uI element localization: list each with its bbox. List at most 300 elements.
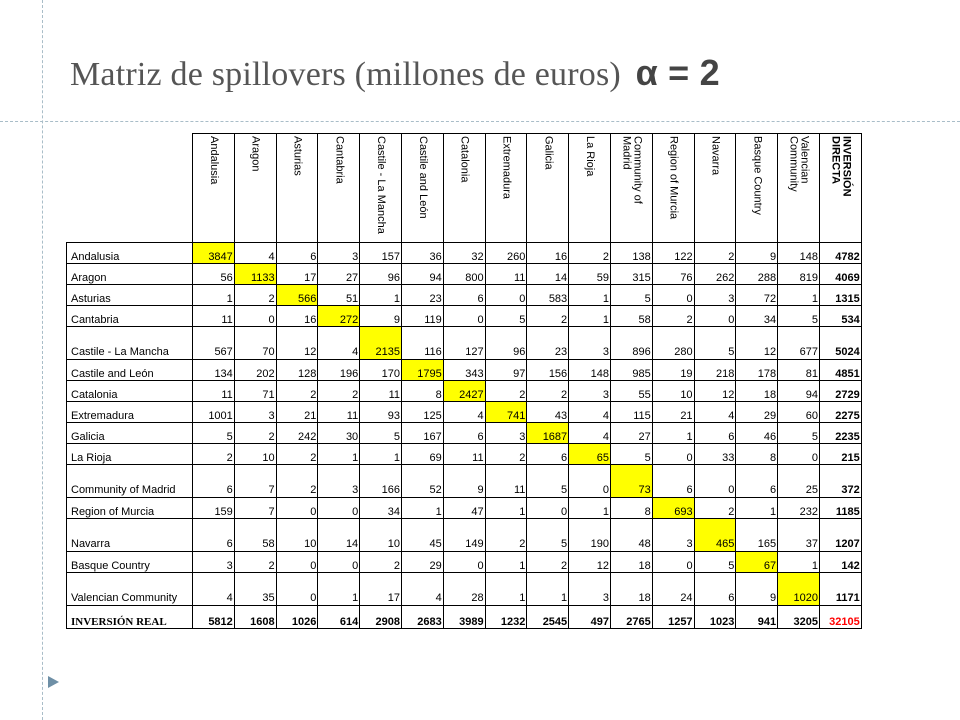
table-cell: 3	[652, 519, 694, 552]
column-header-label: Andalusia	[207, 136, 220, 185]
table-cell: 70	[234, 327, 276, 360]
table-cell: 97	[485, 360, 527, 381]
table-cell: 35	[234, 573, 276, 606]
table-cell: 262	[694, 264, 736, 285]
column-header-label: Community of Madrid	[620, 136, 644, 204]
table-cell: 36	[401, 243, 443, 264]
table-cell: 4	[401, 573, 443, 606]
table-cell: 985	[610, 360, 652, 381]
table-cell: 159	[193, 498, 235, 519]
diagonal-cell: 65	[569, 444, 611, 465]
row-label: Galicia	[67, 423, 193, 444]
column-header-row	[67, 134, 862, 243]
diagonal-cell: 3847	[193, 243, 235, 264]
row-label: Asturias	[67, 285, 193, 306]
table-cell: 896	[610, 327, 652, 360]
row-total-cell: 372	[819, 465, 861, 498]
table-cell: 18	[736, 381, 778, 402]
table-cell: 0	[652, 552, 694, 573]
diagonal-cell: 1020	[778, 573, 820, 606]
table-cell: 27	[318, 264, 360, 285]
table-row	[67, 327, 862, 360]
table-cell: 28	[443, 573, 485, 606]
table-cell: 11	[193, 381, 235, 402]
table-cell: 3	[569, 327, 611, 360]
table-cell: 69	[401, 444, 443, 465]
alpha-label: α = 2	[635, 52, 720, 93]
table-cell: 2	[652, 306, 694, 327]
table-cell: 1	[569, 498, 611, 519]
table-cell: 58	[234, 519, 276, 552]
table-cell: 7	[234, 498, 276, 519]
column-header-label: Galicia	[542, 136, 555, 170]
table-cell: 18	[610, 573, 652, 606]
row-total-cell: 1171	[819, 573, 861, 606]
summary-cell: 614	[318, 606, 360, 629]
column-header-label: Region of Murcia	[667, 136, 680, 220]
table-cell: 1	[778, 285, 820, 306]
summary-cell: 3989	[443, 606, 485, 629]
table-cell: 9	[360, 306, 402, 327]
table-cell: 0	[652, 444, 694, 465]
table-cell: 56	[193, 264, 235, 285]
column-header	[443, 134, 485, 243]
table-cell: 2	[234, 552, 276, 573]
table-row	[67, 264, 862, 285]
table-row	[67, 498, 862, 519]
row-total-cell: 2235	[819, 423, 861, 444]
diagonal-cell: 2135	[360, 327, 402, 360]
table-cell: 2	[527, 381, 569, 402]
table-cell: 17	[360, 573, 402, 606]
table-cell: 4	[443, 402, 485, 423]
column-header	[193, 134, 235, 243]
table-cell: 1	[360, 285, 402, 306]
summary-cell: 2683	[401, 606, 443, 629]
column-header-label: La Rioja	[584, 136, 597, 177]
table-cell: 21	[652, 402, 694, 423]
column-header	[652, 134, 694, 243]
table-cell: 0	[276, 573, 318, 606]
table-cell: 1	[401, 498, 443, 519]
row-total-cell: 5024	[819, 327, 861, 360]
column-header-label: Extremadura	[500, 136, 513, 199]
table-cell: 11	[443, 444, 485, 465]
table-cell: 115	[610, 402, 652, 423]
diagonal-cell: 1795	[401, 360, 443, 381]
table-cell: 0	[276, 498, 318, 519]
table-cell: 59	[569, 264, 611, 285]
row-label: La Rioja	[67, 444, 193, 465]
table-row	[67, 444, 862, 465]
row-label: Basque Country	[67, 552, 193, 573]
table-cell: 165	[736, 519, 778, 552]
table-cell: 6	[736, 465, 778, 498]
table-cell: 3	[569, 573, 611, 606]
column-header	[527, 134, 569, 243]
table-row	[67, 465, 862, 498]
table-cell: 1	[360, 444, 402, 465]
table-cell: 48	[610, 519, 652, 552]
table-cell: 25	[778, 465, 820, 498]
table-cell: 5	[778, 423, 820, 444]
table-cell: 138	[610, 243, 652, 264]
table-cell: 23	[401, 285, 443, 306]
summary-cell: 1608	[234, 606, 276, 629]
table-cell: 0	[694, 465, 736, 498]
row-label: Andalusia	[67, 243, 193, 264]
table-cell: 9	[736, 573, 778, 606]
table-cell: 37	[778, 519, 820, 552]
table-cell: 5	[694, 552, 736, 573]
column-header	[778, 134, 820, 243]
table-cell: 167	[401, 423, 443, 444]
table-cell: 4	[569, 402, 611, 423]
table-cell: 11	[360, 381, 402, 402]
table-cell: 1	[569, 285, 611, 306]
table-cell: 24	[652, 573, 694, 606]
table-cell: 119	[401, 306, 443, 327]
table-cell: 96	[485, 327, 527, 360]
table-cell: 2	[485, 381, 527, 402]
diagonal-cell: 73	[610, 465, 652, 498]
table-cell: 4	[318, 327, 360, 360]
diagonal-cell: 2427	[443, 381, 485, 402]
table-cell: 16	[527, 243, 569, 264]
column-header	[610, 134, 652, 243]
table-row	[67, 306, 862, 327]
horizontal-guide-line	[0, 121, 960, 122]
table-cell: 1	[485, 498, 527, 519]
row-total-cell: 4851	[819, 360, 861, 381]
table-cell: 5	[610, 444, 652, 465]
table-row	[67, 519, 862, 552]
table-cell: 12	[569, 552, 611, 573]
table-cell: 260	[485, 243, 527, 264]
table-cell: 5	[485, 306, 527, 327]
table-cell: 96	[360, 264, 402, 285]
table-cell: 2	[694, 498, 736, 519]
table-cell: 5	[193, 423, 235, 444]
column-header	[694, 134, 736, 243]
table-cell: 58	[610, 306, 652, 327]
table-cell: 29	[736, 402, 778, 423]
table-cell: 148	[778, 243, 820, 264]
table-cell: 1	[485, 573, 527, 606]
column-header-total-label: INVERSIÓN DIRECTA	[829, 136, 853, 197]
table-cell: 19	[652, 360, 694, 381]
summary-cell: 497	[569, 606, 611, 629]
table-cell: 12	[694, 381, 736, 402]
table-cell: 60	[778, 402, 820, 423]
summary-row	[67, 606, 862, 629]
table-cell: 2	[485, 519, 527, 552]
column-header	[736, 134, 778, 243]
table-cell: 0	[652, 285, 694, 306]
column-header	[569, 134, 611, 243]
table-cell: 157	[360, 243, 402, 264]
row-total-cell: 534	[819, 306, 861, 327]
row-label: Catalonia	[67, 381, 193, 402]
table-cell: 55	[610, 381, 652, 402]
summary-cell: 941	[736, 606, 778, 629]
column-header-label: Navarra	[709, 136, 722, 176]
table-row	[67, 285, 862, 306]
table-cell: 2	[234, 285, 276, 306]
table-cell: 5	[527, 465, 569, 498]
row-total-cell: 4069	[819, 264, 861, 285]
table-cell: 583	[527, 285, 569, 306]
table-cell: 3	[485, 423, 527, 444]
table-cell: 6	[527, 444, 569, 465]
table-cell: 0	[694, 306, 736, 327]
row-label: Community of Madrid	[67, 465, 193, 498]
row-label: Region of Murcia	[67, 498, 193, 519]
table-cell: 29	[401, 552, 443, 573]
table-cell: 190	[569, 519, 611, 552]
row-label: Cantabria	[67, 306, 193, 327]
table-cell: 21	[276, 402, 318, 423]
table-row	[67, 573, 862, 606]
table-cell: 6	[276, 243, 318, 264]
table-cell: 7	[234, 465, 276, 498]
table-row	[67, 423, 862, 444]
table-cell: 1	[318, 573, 360, 606]
table-cell: 148	[569, 360, 611, 381]
table-cell: 14	[527, 264, 569, 285]
table-cell: 8	[610, 498, 652, 519]
table-cell: 1	[318, 444, 360, 465]
table-cell: 315	[610, 264, 652, 285]
row-total-cell: 2729	[819, 381, 861, 402]
table-cell: 0	[443, 552, 485, 573]
table-cell: 32	[443, 243, 485, 264]
table-cell: 218	[694, 360, 736, 381]
table-cell: 567	[193, 327, 235, 360]
table-cell: 677	[778, 327, 820, 360]
table-cell: 1	[778, 552, 820, 573]
table-cell: 6	[193, 465, 235, 498]
table-cell: 122	[652, 243, 694, 264]
column-header	[401, 134, 443, 243]
table-cell: 45	[401, 519, 443, 552]
spillover-matrix-table	[66, 133, 862, 629]
row-total-cell: 1207	[819, 519, 861, 552]
row-total-cell: 215	[819, 444, 861, 465]
summary-cell: 2545	[527, 606, 569, 629]
table-cell: 4	[694, 402, 736, 423]
bullet-arrow-icon	[48, 676, 59, 688]
row-label: Navarra	[67, 519, 193, 552]
table-row	[67, 360, 862, 381]
summary-cell: 3205	[778, 606, 820, 629]
column-header-label: Basque Country	[751, 136, 764, 215]
table-cell: 94	[401, 264, 443, 285]
table-cell: 128	[276, 360, 318, 381]
table-cell: 18	[610, 552, 652, 573]
table-cell: 343	[443, 360, 485, 381]
slide-title	[70, 52, 720, 94]
column-header	[234, 134, 276, 243]
table-cell: 27	[610, 423, 652, 444]
table-cell: 3	[569, 381, 611, 402]
table-cell: 0	[485, 285, 527, 306]
table-cell: 23	[527, 327, 569, 360]
table-cell: 2	[694, 243, 736, 264]
table-cell: 5	[610, 285, 652, 306]
table-cell: 5	[527, 519, 569, 552]
diagonal-cell: 67	[736, 552, 778, 573]
diagonal-cell: 741	[485, 402, 527, 423]
table-cell: 134	[193, 360, 235, 381]
table-cell: 3	[318, 243, 360, 264]
table-cell: 10	[276, 519, 318, 552]
table-cell: 2	[193, 444, 235, 465]
table-cell: 72	[736, 285, 778, 306]
table-row	[67, 402, 862, 423]
table-cell: 12	[736, 327, 778, 360]
column-header	[318, 134, 360, 243]
diagonal-cell: 1133	[234, 264, 276, 285]
header-corner	[67, 134, 193, 243]
vertical-guide-line	[42, 0, 43, 720]
table-cell: 11	[318, 402, 360, 423]
table-cell: 2	[276, 465, 318, 498]
table-cell: 156	[527, 360, 569, 381]
column-header	[485, 134, 527, 243]
table-cell: 94	[778, 381, 820, 402]
column-header-label: Castile - La Mancha	[375, 136, 388, 234]
table-cell: 1001	[193, 402, 235, 423]
table-cell: 0	[234, 306, 276, 327]
table-cell: 3	[694, 285, 736, 306]
table-cell: 0	[276, 552, 318, 573]
table-cell: 47	[443, 498, 485, 519]
diagonal-cell: 272	[318, 306, 360, 327]
table-cell: 9	[736, 243, 778, 264]
table-cell: 43	[527, 402, 569, 423]
table-row	[67, 552, 862, 573]
slide-title-text: Matriz de spillovers (millones de euros)	[70, 56, 621, 93]
table-cell: 0	[318, 498, 360, 519]
table-cell: 12	[276, 327, 318, 360]
table-cell: 0	[318, 552, 360, 573]
table-cell: 1	[527, 573, 569, 606]
table-cell: 11	[193, 306, 235, 327]
table-cell: 14	[318, 519, 360, 552]
column-header	[360, 134, 402, 243]
table-cell: 0	[569, 465, 611, 498]
table-cell: 280	[652, 327, 694, 360]
table-cell: 11	[485, 264, 527, 285]
table-row	[67, 381, 862, 402]
row-total-cell: 1185	[819, 498, 861, 519]
table-cell: 3	[193, 552, 235, 573]
table-cell: 0	[778, 444, 820, 465]
table-cell: 166	[360, 465, 402, 498]
summary-label: INVERSIÓN REAL	[67, 606, 193, 629]
row-total-cell: 142	[819, 552, 861, 573]
table-cell: 34	[736, 306, 778, 327]
summary-cell: 5812	[193, 606, 235, 629]
table-cell: 81	[778, 360, 820, 381]
summary-cell: 2765	[610, 606, 652, 629]
table-cell: 1	[193, 285, 235, 306]
row-label: Extremadura	[67, 402, 193, 423]
row-label: Valencian Community	[67, 573, 193, 606]
table-cell: 4	[234, 243, 276, 264]
table-cell: 10	[652, 381, 694, 402]
table-cell: 6	[193, 519, 235, 552]
table-cell: 2	[318, 381, 360, 402]
diagonal-cell: 693	[652, 498, 694, 519]
table-cell: 196	[318, 360, 360, 381]
table-cell: 93	[360, 402, 402, 423]
table-cell: 9	[443, 465, 485, 498]
table-cell: 2	[485, 444, 527, 465]
table-cell: 819	[778, 264, 820, 285]
table-cell: 149	[443, 519, 485, 552]
table-row	[67, 243, 862, 264]
row-label: Castile - La Mancha	[67, 327, 193, 360]
table-cell: 0	[527, 498, 569, 519]
table-cell: 288	[736, 264, 778, 285]
table-cell: 2	[527, 306, 569, 327]
table-cell: 17	[276, 264, 318, 285]
column-header-label: Valencian Community	[787, 136, 811, 192]
column-header-label: Castile and León	[416, 136, 429, 219]
table-cell: 800	[443, 264, 485, 285]
table-cell: 1	[485, 552, 527, 573]
table-cell: 10	[234, 444, 276, 465]
diagonal-cell: 1687	[527, 423, 569, 444]
table-cell: 170	[360, 360, 402, 381]
table-cell: 232	[778, 498, 820, 519]
table-cell: 52	[401, 465, 443, 498]
table-cell: 10	[360, 519, 402, 552]
table-cell: 1	[569, 306, 611, 327]
grand-total-cell: 32105	[819, 606, 861, 629]
summary-cell: 1023	[694, 606, 736, 629]
column-header	[276, 134, 318, 243]
table-cell: 16	[276, 306, 318, 327]
table-cell: 6	[652, 465, 694, 498]
table-cell: 11	[485, 465, 527, 498]
table-cell: 34	[360, 498, 402, 519]
table-cell: 178	[736, 360, 778, 381]
table-cell: 30	[318, 423, 360, 444]
table-cell: 242	[276, 423, 318, 444]
table-cell: 5	[778, 306, 820, 327]
table-cell: 8	[736, 444, 778, 465]
table-cell: 202	[234, 360, 276, 381]
table-cell: 33	[694, 444, 736, 465]
summary-cell: 1026	[276, 606, 318, 629]
table-cell: 3	[234, 402, 276, 423]
column-header-label: Aragon	[249, 136, 262, 172]
table-cell: 6	[694, 573, 736, 606]
table-cell: 5	[694, 327, 736, 360]
table-cell: 0	[443, 306, 485, 327]
table-cell: 51	[318, 285, 360, 306]
table-cell: 127	[443, 327, 485, 360]
table-cell: 2	[276, 444, 318, 465]
row-label: Aragon	[67, 264, 193, 285]
table-cell: 2	[527, 552, 569, 573]
table-cell: 1	[736, 498, 778, 519]
column-header-label: Catalonia	[458, 136, 471, 183]
diagonal-cell: 465	[694, 519, 736, 552]
